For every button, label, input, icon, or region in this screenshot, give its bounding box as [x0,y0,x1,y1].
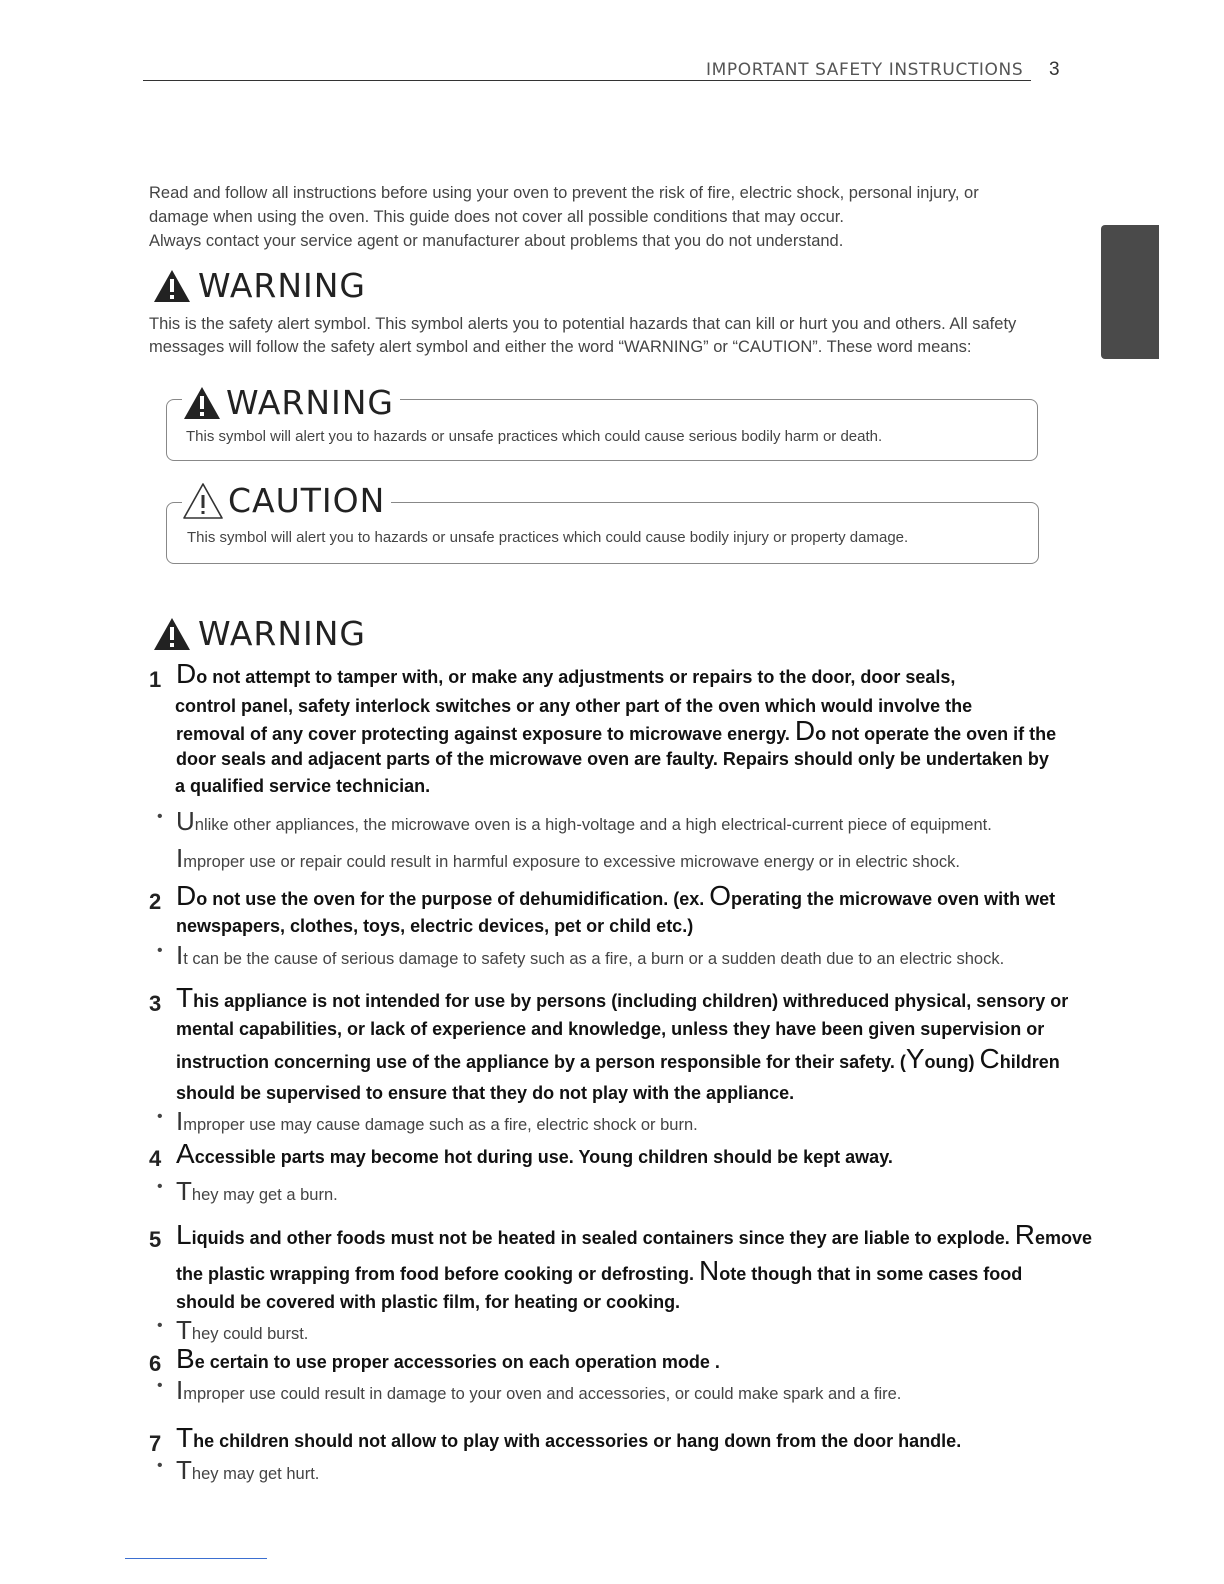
item-text: removal of any cover protecting against exposure to microwave energy. [176,724,795,744]
item-6-bullet-1 [157,1375,902,1405]
alert-symbol-heading [152,266,366,305]
item-text: ccessible parts may become hot during use. Young children should be kept away. [194,1147,893,1167]
header-rule [143,80,1031,81]
item-6-line-1 [176,1345,720,1375]
caution-box-title [182,481,391,520]
item-text: perating the microwave oven with wet [731,889,1056,909]
item-text: o not operate the oven if the [815,724,1057,744]
item-1-line-1 [176,660,955,690]
intro-line: damage when using the oven. This guide does not cover all possible conditions that may occur. [149,208,844,226]
drop-cap: D [176,880,197,911]
alert-symbol-description [149,313,1049,359]
page-header-title: IMPORTANT SAFETY INSTRUCTIONS [706,60,1024,80]
warning-box-title [182,383,400,422]
item-2-line-2: newspapers, clothes, toys, electric devices, pet or child etc.) [176,916,694,936]
bullet-text: mproper use could result in damage to your oven and accessories, or could make spark and a fire. [183,1385,902,1403]
item-1-line-5: a qualified service technician. [175,776,431,796]
drop-cap: B [176,1343,195,1374]
drop-cap: L [176,1219,192,1250]
caution-box-word: CAUTION [228,481,386,520]
warning-section-word: WARNING [198,614,367,653]
item-5-line-2 [176,1257,1022,1287]
item-2-line-1 [176,882,1055,912]
drop-cap: R [1014,1219,1035,1250]
item-3-line-4: should be supervised to ensure that they do not play with the appliance. [176,1083,795,1103]
section-tab [1101,225,1159,359]
intro-line: Read and follow all instructions before using your oven to prevent the risk of fire, electric shock, personal injury, or [149,184,979,202]
item-2-bullet-1 [157,940,1005,970]
item-text: iquids and other foods must not be heated in sealed containers since they are liable to explode. [191,1228,1015,1248]
item-text: ote though that in some cases food [719,1264,1023,1284]
drop-cap: N [699,1255,720,1286]
warning-box-word: WARNING [226,383,395,422]
item-text: emove [1035,1228,1093,1248]
item-3-line-2: mental capabilities, or lack of experience and knowledge, unless they have been given supervision or [176,1019,1045,1039]
item-1-line-2: control panel, safety interlock switches or any other part of the oven which would involve the [175,696,973,716]
item-number: 3 [149,991,162,1016]
drop-cap: O [709,880,732,911]
page-number: 3 [1049,59,1060,80]
warning-triangle-icon [152,268,192,304]
drop-cap: T [176,1455,192,1485]
item-number: 4 [149,1146,162,1171]
item-text: he children should not allow to play with accessories or hang down from the door handle. [193,1431,962,1451]
bullet-text: hey may get hurt. [191,1465,320,1483]
item-text: o not attempt to tamper with, or make any adjustments or repairs to the door, door seals, [196,667,956,687]
warning-box-text: This symbol will alert you to hazards or unsafe practices which could cause serious bodily harm or death. [186,428,883,445]
caution-box-text: This symbol will alert you to hazards or unsafe practices which could cause bodily injury or property damage. [187,529,909,546]
bullet-dot: • [157,942,163,959]
item-1-bullet-2 [176,845,960,872]
bullet-text: mproper use or repair could result in harmful exposure to excessive microwave energy or in electric shock. [183,853,960,871]
item-number: 1 [149,667,162,692]
item-3-line-3 [176,1045,1060,1075]
item-text: oung) [924,1052,980,1072]
drop-cap: T [176,1422,194,1453]
bullet-dot: • [157,1178,163,1195]
item-number: 7 [149,1431,162,1456]
bullet-text: hey could burst. [191,1325,309,1343]
bullet-dot: • [157,1457,163,1474]
drop-cap: I [176,940,184,970]
drop-cap: I [176,1375,184,1405]
alert-symbol-word: WARNING [198,266,367,305]
item-text: hildren [999,1052,1060,1072]
drop-cap: T [176,1176,192,1206]
item-1-line-3 [176,717,1056,747]
bullet-dot: • [157,1317,163,1334]
item-text: o not use the oven for the purpose of dehumidification. (ex. [196,889,710,909]
drop-cap: I [176,1106,184,1136]
item-5-bullet-1 [157,1315,309,1345]
drop-cap: C [979,1043,1000,1074]
bullet-dot: • [157,1377,163,1394]
bullet-text: hey may get a burn. [191,1186,338,1204]
intro-paragraph [149,181,1049,253]
footer-link-rule [125,1558,267,1559]
caution-triangle-icon [182,482,224,520]
item-number: 6 [149,1351,162,1376]
item-text: instruction concerning use of the appliance by a person responsible for their safety. ( [176,1052,906,1072]
item-text: his appliance is not intended for use by persons (including children) withreduced physical, sensory or [193,991,1069,1011]
warning-section-heading [152,614,366,653]
bullet-text: mproper use may cause damage such as a fire, electric shock or burn. [183,1116,698,1134]
bullet-text: t can be the cause of serious damage to safety such as a fire, a burn or a sudden death due to an electric shock. [183,950,1005,968]
alert-line: This is the safety alert symbol. This symbol alerts you to potential hazards that can kill or hurt you and others. All safety [149,315,1017,333]
drop-cap: U [176,806,195,836]
drop-cap: Y [905,1043,925,1074]
item-7-bullet-1 [157,1455,320,1485]
item-5-line-3: should be covered with plastic film, for heating or cooking. [176,1292,681,1312]
bullet-text: nlike other appliances, the microwave oven is a high-voltage and a high electrical-current piece of equipment. [194,816,992,834]
item-4-line-1 [176,1140,893,1170]
warning-triangle-icon [152,616,192,652]
alert-line: messages will follow the safety alert symbol and either the word “WARNING” or “CAUTION”. These word means: [149,338,972,356]
drop-cap: I [176,843,184,873]
item-text: the plastic wrapping from food before cooking or defrosting. [176,1264,700,1284]
item-number: 5 [149,1227,162,1252]
drop-cap: A [176,1138,195,1169]
item-7-line-1 [176,1424,961,1454]
item-1-bullet-1 [157,806,992,836]
item-number: 2 [149,889,162,914]
drop-cap: T [176,1315,192,1345]
intro-line: Always contact your service agent or manufacturer about problems that you do not understand. [149,232,844,250]
item-3-line-1 [176,984,1068,1014]
warning-triangle-icon [182,385,222,421]
drop-cap: D [176,658,197,689]
bullet-dot: • [157,808,163,825]
bullet-dot: • [157,1108,163,1125]
item-5-line-1 [176,1221,1092,1251]
item-4-bullet-1 [157,1176,338,1206]
item-1-line-4: door seals and adjacent parts of the microwave oven are faulty. Repairs should only be undertaken by [176,749,1049,769]
drop-cap: D [794,715,816,746]
drop-cap: T [176,982,194,1013]
item-text: e certain to use proper accessories on each operation mode . [194,1352,720,1372]
item-3-bullet-1 [157,1106,698,1136]
